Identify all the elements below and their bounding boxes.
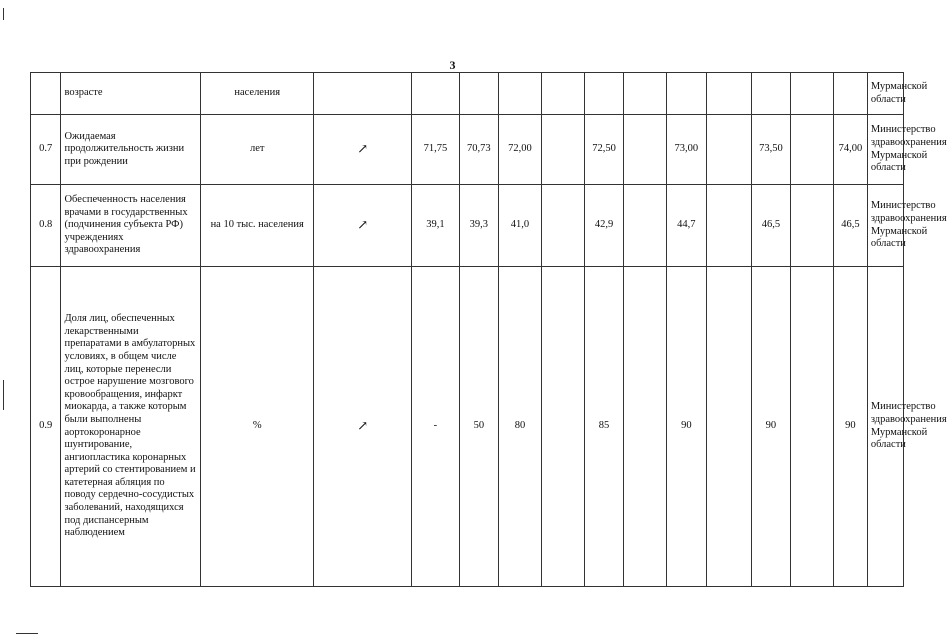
trend-arrow-icon: ↗ xyxy=(314,267,412,587)
value-cell: 72,00 xyxy=(499,115,542,185)
value-cell xyxy=(412,73,459,115)
value-cell xyxy=(624,115,667,185)
value-cell xyxy=(791,73,834,115)
value-cell: 42,9 xyxy=(584,185,623,267)
table-row xyxy=(31,115,904,185)
value-cell xyxy=(706,267,751,587)
value-cell: 39,1 xyxy=(412,185,459,267)
margin-mark xyxy=(16,633,38,634)
indicator-name-cell: Ожидаемая продолжительность жизни при рождении xyxy=(61,115,201,185)
value-cell xyxy=(834,73,868,115)
unit-cell: населения xyxy=(201,73,314,115)
value-cell: 80 xyxy=(499,267,542,587)
value-cell xyxy=(541,115,584,185)
value-cell xyxy=(791,115,834,185)
value-cell xyxy=(584,73,623,115)
value-cell xyxy=(459,73,498,115)
unit-cell: % xyxy=(201,267,314,587)
responsible-cell: Министерство здравоохранения Мурманской области xyxy=(867,115,903,185)
unit-cell: на 10 тыс. населения xyxy=(201,185,314,267)
value-cell: 71,75 xyxy=(412,115,459,185)
indicator-name-cell: Доля лиц, обеспеченных лекарственными препаратами в амбулаторных условиях, в общем числе лиц, которые перенесли острое нарушение мозгового кровообращения, инфаркт миокарда, а также которым были выполнены аортокоронарное шунтирование, ангиопластика коронарных артерий со стентированием и катетерная абляция по поводу сердечно-сосудистых заболеваний, находящихся под диспансерным наблюдением xyxy=(61,267,201,587)
value-cell: 44,7 xyxy=(667,185,706,267)
responsible-cell: Мурманской области xyxy=(867,73,903,115)
value-cell xyxy=(624,73,667,115)
value-cell xyxy=(499,73,542,115)
indicator-name-cell: Обеспеченность населения врачами в государственных (подчинения субъекта РФ) учреждениях здравоохранения xyxy=(61,185,201,267)
value-cell xyxy=(706,73,751,115)
value-cell: 74,00 xyxy=(834,115,868,185)
value-cell: 73,00 xyxy=(667,115,706,185)
margin-mark xyxy=(3,8,4,20)
trend-arrow-icon: ↗ xyxy=(314,115,412,185)
table-row-continued xyxy=(31,73,904,115)
value-cell: 46,5 xyxy=(834,185,868,267)
value-cell: 73,50 xyxy=(751,115,790,185)
value-cell xyxy=(541,267,584,587)
value-cell xyxy=(624,185,667,267)
value-cell xyxy=(791,267,834,587)
row-number-cell: 0.9 xyxy=(31,267,61,587)
margin-mark xyxy=(3,380,4,410)
value-cell xyxy=(541,73,584,115)
value-cell: 85 xyxy=(584,267,623,587)
value-cell xyxy=(791,185,834,267)
unit-cell: лет xyxy=(201,115,314,185)
value-cell xyxy=(706,115,751,185)
value-cell: 39,3 xyxy=(459,185,498,267)
value-cell: 41,0 xyxy=(499,185,542,267)
value-cell: - xyxy=(412,267,459,587)
value-cell: 46,5 xyxy=(751,185,790,267)
trend-cell xyxy=(314,73,412,115)
value-cell: 70,73 xyxy=(459,115,498,185)
responsible-cell: Министерство здравоохранения Мурманской области xyxy=(867,267,903,587)
row-number-cell xyxy=(31,73,61,115)
table-row xyxy=(31,185,904,267)
table-row xyxy=(31,267,904,587)
value-cell xyxy=(541,185,584,267)
value-cell: 90 xyxy=(667,267,706,587)
value-cell xyxy=(624,267,667,587)
value-cell xyxy=(751,73,790,115)
indicators-table xyxy=(30,72,947,587)
trend-arrow-icon: ↗ xyxy=(314,185,412,267)
value-cell xyxy=(706,185,751,267)
row-number-cell: 0.8 xyxy=(31,185,61,267)
indicator-name-cell: возрасте xyxy=(61,73,201,115)
value-cell: 90 xyxy=(834,267,868,587)
responsible-cell: Министерство здравоохранения Мурманской области xyxy=(867,185,903,267)
value-cell: 72,50 xyxy=(584,115,623,185)
row-number-cell: 0.7 xyxy=(31,115,61,185)
value-cell: 50 xyxy=(459,267,498,587)
value-cell xyxy=(667,73,706,115)
page-number: 3 xyxy=(449,58,456,72)
value-cell: 90 xyxy=(751,267,790,587)
